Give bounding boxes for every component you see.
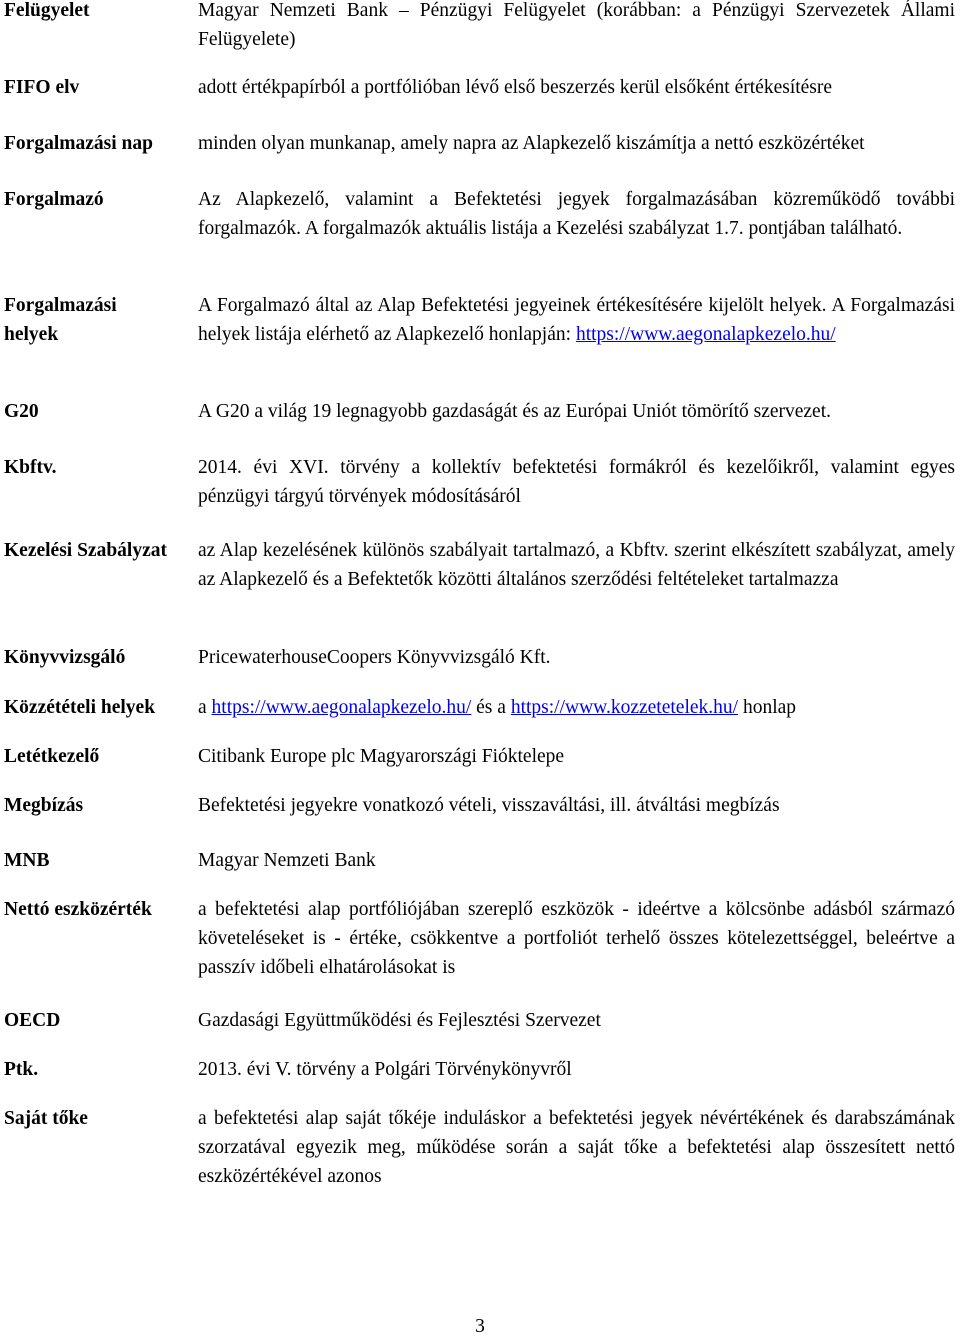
aegon-website-link[interactable]: https://www.aegonalapkezelo.hu/ xyxy=(575,324,836,345)
term: Forgalmazási nap xyxy=(4,133,153,154)
definition xyxy=(198,693,955,722)
definition-prefix: a xyxy=(198,697,207,718)
page-number: 3 xyxy=(475,1316,485,1337)
term: Kezelési Szabályzat xyxy=(4,540,167,561)
definition: 2013. évi V. törvény a Polgári Törvénykönyvről xyxy=(198,1059,572,1080)
definition: Magyar Nemzeti Bank – Pénzügyi Felügyelet (korábban: a Pénzügyi Szervezetek Állami Felügyelete) xyxy=(198,0,955,50)
definition: Gazdasági Együttműködési és Fejlesztési Szervezet xyxy=(198,1010,601,1031)
term: Forgalmazó xyxy=(4,189,104,210)
term: Ptk. xyxy=(4,1059,39,1080)
term: OECD xyxy=(4,1010,61,1031)
term: G20 xyxy=(4,401,39,422)
definition: a befektetési alap portfóliójában szereplő eszközök - ideértve a kölcsönbe adásból származó követeléseket is - értéke, csökkentve a portfoliót terhelő összes kötelezettséggel, beleértve a passzív időbeli elhatárolásokat is xyxy=(198,899,955,978)
kozzetetelek-website-link[interactable]: https://www.kozzetetelek.hu/ xyxy=(510,697,739,718)
definition: Magyar Nemzeti Bank xyxy=(198,850,376,871)
definition: Az Alapkezelő, valamint a Befektetési jegyek forgalmazásában közreműködő további forgalmazók. A forgalmazók aktuális listája a Kezelési szabályzat 1.7. pontjában található. xyxy=(198,189,955,239)
term: Megbízás xyxy=(4,795,84,816)
term: Nettó eszközérték xyxy=(4,899,152,920)
definition-suffix: honlap xyxy=(742,697,797,718)
definition-middle: és a xyxy=(476,697,506,718)
definition: Befektetési jegyekre vonatkozó vételi, visszaváltási, ill. átváltási megbízás xyxy=(198,795,780,816)
term: FIFO elv xyxy=(4,77,80,98)
definition: az Alap kezelésének különös szabályait tartalmazó, a Kbftv. szerint elkészített szabályzat, amely az Alapkezelő és a Befektetők közötti általános szerződési feltételeket tartalmazza xyxy=(198,540,955,590)
definition: Citibank Europe plc Magyarországi Fióktelepe xyxy=(198,746,565,767)
term: Könyvvizsgáló xyxy=(4,647,126,668)
term: Letétkezelő xyxy=(4,746,100,767)
term: Közzétételi helyek xyxy=(4,697,156,718)
definition-text: A Forgalmazó által az Alap Befektetési jegyeinek értékesítésére kijelölt helyek. A Forgalmazási helyek listája elérhető az Alapkezelő honlapján: xyxy=(198,295,955,345)
term: Saját tőke xyxy=(4,1108,88,1129)
definition: a befektetési alap saját tőkéje induláskor a befektetési jegyek névértékének és darabszámának szorzatával egyezik meg, működése során a saját tőke a befektetési alap összesített nettó eszközértékével azonos xyxy=(198,1108,955,1187)
definition xyxy=(198,291,955,349)
term: Felügyelet xyxy=(4,0,90,21)
definition: 2014. évi XVI. törvény a kollektív befektetési formákról és kezelőikről, valamint egyes pénzügyi tárgyú törvények módosításáról xyxy=(198,457,955,507)
term: MNB xyxy=(4,850,50,871)
definition: minden olyan munkanap, amely napra az Alapkezelő kiszámítja a nettó eszközértéket xyxy=(198,133,865,154)
term: Kbftv. xyxy=(4,457,57,478)
definition: A G20 a világ 19 legnagyobb gazdaságát és az Európai Uniót tömörítő szervezet. xyxy=(198,401,832,422)
definition: adott értékpapírból a portfólióban lévő első beszerzés kerül elsőként értékesítésre xyxy=(198,77,833,98)
aegon-website-link[interactable]: https://www.aegonalapkezelo.hu/ xyxy=(211,697,472,718)
term: Forgalmazási helyek xyxy=(4,295,117,345)
definition: PricewaterhouseCoopers Könyvvizsgáló Kft. xyxy=(198,647,551,668)
